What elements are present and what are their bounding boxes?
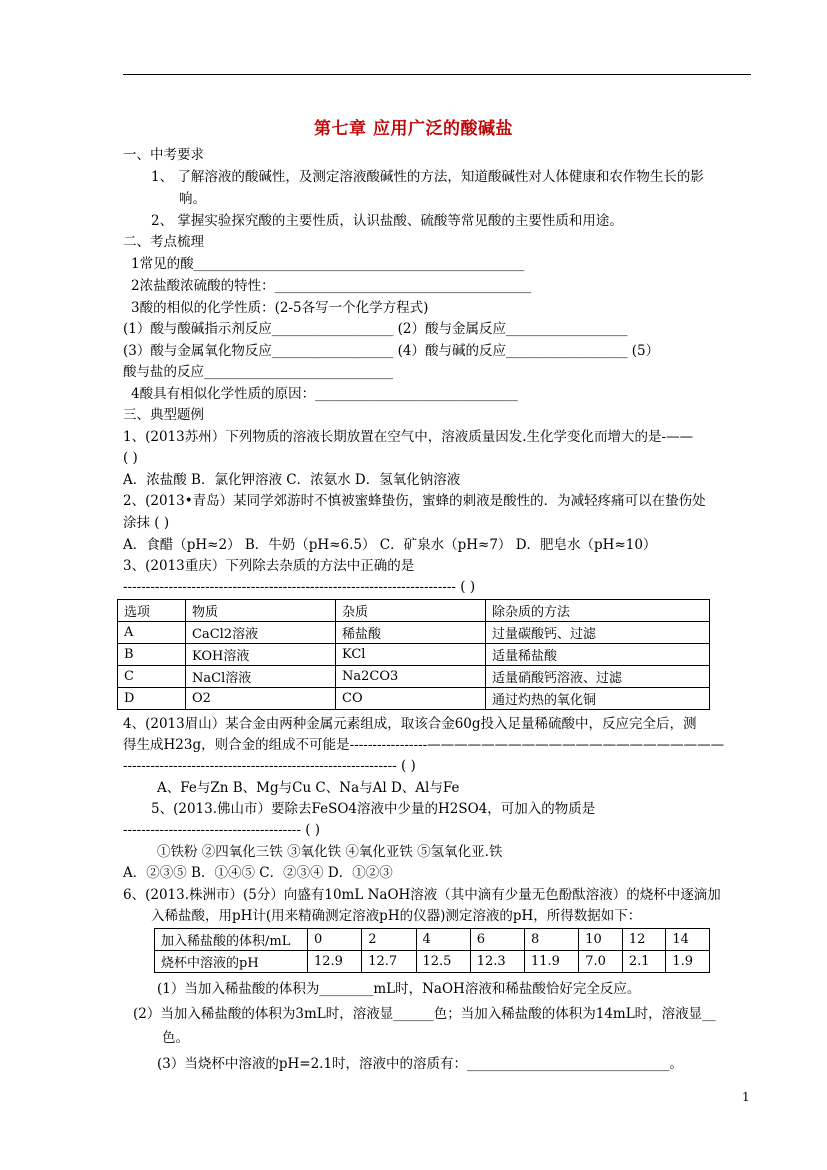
table-row-label: 烧杯中溶液的pH — [155, 951, 308, 973]
question-4-cont: 得生成H23g，则合金的组成不可能是-----------------—————————————————————— — [123, 737, 725, 753]
question-4-options: A、Fe与Zn B、Mg与Cu C、Na与Al D、Al与Fe — [157, 780, 460, 796]
table-cell: 适量硝酸钙溶液、过滤 — [486, 666, 710, 688]
table-header-cell: 物质 — [186, 600, 336, 622]
question-1-bracket: ( ) — [123, 450, 138, 466]
point-3c: 酸与盐的反应____________________________ — [123, 364, 393, 380]
page-number: 1 — [742, 1090, 750, 1104]
table-row — [118, 688, 710, 710]
question-6-cont: 入稀盐酸，用pH计(用来精确测定溶液pH的仪器)测定溶液的pH，所得数据如下： — [151, 908, 642, 924]
table-cell: C — [118, 666, 186, 688]
table-cell: 6 — [470, 929, 524, 951]
table-cell: 8 — [525, 929, 579, 951]
table-cell: 通过灼热的氧化铜 — [486, 688, 710, 710]
question-5-items: ①铁粉 ②四氧化三铁 ③氧化铁 ④氧化亚铁 ⑤氢氧化亚.铁 — [157, 844, 503, 860]
table-cell: 7.0 — [579, 951, 623, 973]
table-cell: 2 — [362, 929, 416, 951]
table-cell: 2.1 — [622, 951, 666, 973]
table-cell: D — [118, 688, 186, 710]
point-1: 1常见的酸_________________________________________________ — [131, 256, 525, 272]
table-cell: 12 — [622, 929, 666, 951]
table-cell: CO — [336, 688, 486, 710]
question-5-bracket: --------------------------------------- ( ) — [123, 822, 321, 838]
table-cell: KOH溶液 — [186, 644, 336, 666]
header-rule — [123, 74, 751, 75]
point-3b: (3）酸与金属氧化物反应__________________ (4）酸与碱的反应__________________ (5） — [123, 343, 660, 359]
table-cell: 1.9 — [666, 951, 710, 973]
table-row — [155, 951, 710, 973]
table-header-cell: 杂质 — [336, 600, 486, 622]
point-3a: (1）酸与酸碱指示剂反应__________________ (2）酸与金属反应__________________ — [123, 321, 628, 337]
question-2: 2、(2013•青岛）某同学郊游时不慎被蜜蜂蛰伤，蜜蜂的刺液是酸性的．为减轻疼痛可以在蛰伤处 — [123, 493, 706, 509]
table-header-row — [118, 600, 710, 622]
question-6: 6、(2013.株洲市）(5分）向盛有10mL NaOH溶液（其中滴有少量无色酚酞溶液）的烧杯中逐滴加 — [123, 887, 721, 903]
table-cell: O2 — [186, 688, 336, 710]
table-cell: 10 — [579, 929, 623, 951]
table-cell: 4 — [416, 929, 470, 951]
table-cell: 0 — [308, 929, 362, 951]
table-cell: KCl — [336, 644, 486, 666]
impurity-table — [117, 599, 710, 710]
point-3: 3酸的相似的化学性质：(2-5各写一个化学方程式) — [131, 300, 429, 316]
table-row — [118, 622, 710, 644]
question-5: 5、(2013.佛山市）要除去FeSO4溶液中少量的H2SO4，可加入的物质是 — [151, 801, 596, 817]
question-6-part-1: (1）当加入稀盐酸的体积为________mL时，NaOH溶液和稀盐酸恰好完全反应。 — [157, 981, 641, 997]
table-cell: 11.9 — [525, 951, 579, 973]
table-cell: CaCl2溶液 — [186, 622, 336, 644]
table-cell: 14 — [666, 929, 710, 951]
ph-table — [154, 928, 710, 973]
table-cell: B — [118, 644, 186, 666]
table-row — [155, 929, 710, 951]
page-title: 第七章 应用广泛的酸碱盐 — [314, 119, 513, 139]
table-header-cell: 选项 — [118, 600, 186, 622]
table-row — [118, 644, 710, 666]
question-3: 3、(2013重庆）下列除去杂质的方法中正确的是 — [123, 558, 415, 574]
table-cell: Na2CO3 — [336, 666, 486, 688]
table-row-label: 加入稀盐酸的体积/mL — [155, 929, 308, 951]
section-key-points: 二、考点梳理 — [123, 234, 204, 250]
question-1-options: A．浓盐酸 B．氯化钾溶液 C．浓氨水 D．氢氧化钠溶液 — [123, 472, 461, 488]
table-header-cell: 除杂质的方法 — [486, 600, 710, 622]
requirement-1: 1、 了解溶液的酸碱性，及测定溶液酸碱性的方法，知道酸碱性对人体健康和农作物生长的影 — [151, 169, 704, 185]
requirement-2: 2、 掌握实验探究酸的主要性质，认识盐酸、硫酸等常见酸的主要性质和用途。 — [151, 213, 623, 229]
question-6-part-2-cont: 色。 — [162, 1030, 189, 1046]
question-6-part-2: (2）当加入稀盐酸的体积为3mL时，溶液显______色；当加入稀盐酸的体积为14mL时，溶液显__ — [133, 1006, 716, 1022]
table-cell: 12.7 — [362, 951, 416, 973]
point-4: 4酸具有相似化学性质的原因：______________________________ — [131, 386, 518, 402]
table-cell: NaCl溶液 — [186, 666, 336, 688]
table-cell: 12.5 — [416, 951, 470, 973]
question-4-bracket: ------------------------------------------------------------ ( ) — [123, 758, 416, 774]
table-cell: A — [118, 622, 186, 644]
question-6-part-3: (3）当烧杯中溶液的pH=2.1时，溶液中的溶质有：______________________________。 — [157, 1056, 684, 1072]
point-2: 2浓盐酸浓硫酸的特性：______________________________________ — [131, 278, 532, 294]
section-requirements: 一、中考要求 — [123, 147, 204, 163]
question-3-bracket: ------------------------------------------------------------------------- ( ) — [123, 579, 476, 595]
question-2-cont: 涂抹 ( ) — [123, 515, 170, 531]
table-cell: 适量稀盐酸 — [486, 644, 710, 666]
table-row — [118, 666, 710, 688]
table-cell: 12.3 — [470, 951, 524, 973]
question-4: 4、(2013眉山）某合金由两种金属元素组成，取该合金60g投入足量稀硫酸中，反应完全后，测 — [123, 716, 697, 732]
table-cell: 12.9 — [308, 951, 362, 973]
section-examples: 三、典型题例 — [123, 407, 204, 423]
question-1: 1、(2013苏州）下列物质的溶液长期放置在空气中，溶液质量因发.生化学变化而增大的是-—— — [123, 429, 694, 445]
table-cell: 过量碳酸钙、过滤 — [486, 622, 710, 644]
question-2-options: A．食醋（pH≈2） B．牛奶（pH≈6.5） C．矿泉水（pH≈7） D．肥皂水（pH≈10） — [123, 537, 657, 553]
requirement-1-cont: 响。 — [179, 191, 206, 207]
question-5-options: A．②③⑤ B．①④⑤ C．②③④ D．①②③ — [123, 865, 393, 881]
table-cell: 稀盐酸 — [336, 622, 486, 644]
